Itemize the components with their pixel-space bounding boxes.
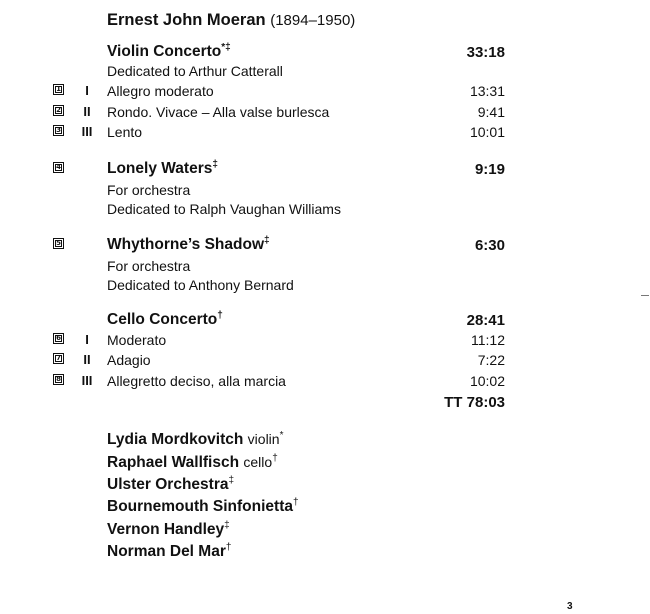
movement-duration: 9:41 xyxy=(477,104,505,120)
movement-duration: 10:01 xyxy=(469,124,505,140)
movement-duration: 11:12 xyxy=(471,332,505,348)
artist-mark: * xyxy=(279,429,284,441)
movement-duration: 10:02 xyxy=(469,373,505,389)
movement-title: Allegretto deciso, alla marcia xyxy=(107,373,286,389)
performer-marks: ‡ xyxy=(264,234,270,246)
work-duration: 6:30 xyxy=(474,237,505,254)
artist-mark: † xyxy=(293,496,299,508)
work-title-violin-concerto: Violin Concerto*‡ xyxy=(107,41,231,60)
movement-numeral: I xyxy=(85,83,89,98)
work-title-whythornes-shadow: Whythorne’s Shadow‡ xyxy=(107,234,270,253)
movement-title: Rondo. Vivace – Alla valse burlesca xyxy=(107,104,330,120)
movement-title: Moderato xyxy=(107,332,167,348)
composer-dates: (1894–1950) xyxy=(270,12,356,29)
work-duration: 9:19 xyxy=(474,161,505,178)
composer-heading xyxy=(107,11,355,30)
track-number-box: 7 xyxy=(53,353,64,364)
composer-name: Ernest John Moeran xyxy=(107,11,266,29)
movement-numeral: II xyxy=(83,104,91,119)
movement-title: Lento xyxy=(107,124,143,140)
artist-mark: † xyxy=(272,452,278,464)
track-number-box: 1 xyxy=(53,84,64,95)
performer-marks: ‡ xyxy=(212,158,218,170)
artist-line: Lydia Mordkovitch violin* xyxy=(107,429,284,448)
artist-mark: ‡ xyxy=(228,474,235,486)
movement-numeral: I xyxy=(85,332,89,347)
performer-marks: † xyxy=(217,309,223,321)
work-dedication: Dedicated to Arthur Catterall xyxy=(107,63,283,79)
performer-marks: *‡ xyxy=(221,41,231,53)
track-number-box: 4 xyxy=(53,162,64,173)
artist-line: Ulster Orchestra‡ xyxy=(107,474,235,493)
movement-duration: 7:22 xyxy=(477,352,505,368)
edge-mark xyxy=(641,295,649,296)
work-duration: 33:18 xyxy=(466,44,505,61)
artist-line: Vernon Handley‡ xyxy=(107,519,230,538)
track-number-box: 3 xyxy=(53,125,64,136)
work-title-cello-concerto: Cello Concerto† xyxy=(107,309,223,328)
work-note: For orchestra xyxy=(107,258,191,274)
artist-line: Bournemouth Sinfonietta† xyxy=(107,496,299,515)
track-number-box: 2 xyxy=(53,105,64,116)
artist-mark: ‡ xyxy=(224,519,230,531)
movement-numeral: III xyxy=(81,124,93,139)
artist-line: Norman Del Mar† xyxy=(107,541,232,560)
artist-line: Raphael Wallfisch cello† xyxy=(107,452,278,471)
track-number-box: 8 xyxy=(53,374,64,385)
movement-title: Adagio xyxy=(107,352,151,368)
movement-numeral: II xyxy=(83,352,91,367)
total-time: TT 78:03 xyxy=(444,394,505,411)
movement-title: Allegro moderato xyxy=(107,83,214,99)
work-duration: 28:41 xyxy=(466,312,505,329)
track-number-box: 6 xyxy=(53,333,64,344)
artist-mark: † xyxy=(225,541,232,553)
movement-duration: 13:31 xyxy=(469,83,505,99)
track-number-box: 5 xyxy=(53,238,64,249)
movement-numeral: III xyxy=(81,373,93,388)
work-note: For orchestra xyxy=(107,182,191,198)
work-dedication: Dedicated to Anthony Bernard xyxy=(107,277,294,293)
work-dedication: Dedicated to Ralph Vaughan Williams xyxy=(107,201,341,217)
artist-role: violin xyxy=(247,431,280,447)
artist-role: cello xyxy=(243,454,273,470)
page-number: 3 xyxy=(567,601,573,612)
work-title-lonely-waters: Lonely Waters‡ xyxy=(107,158,218,177)
